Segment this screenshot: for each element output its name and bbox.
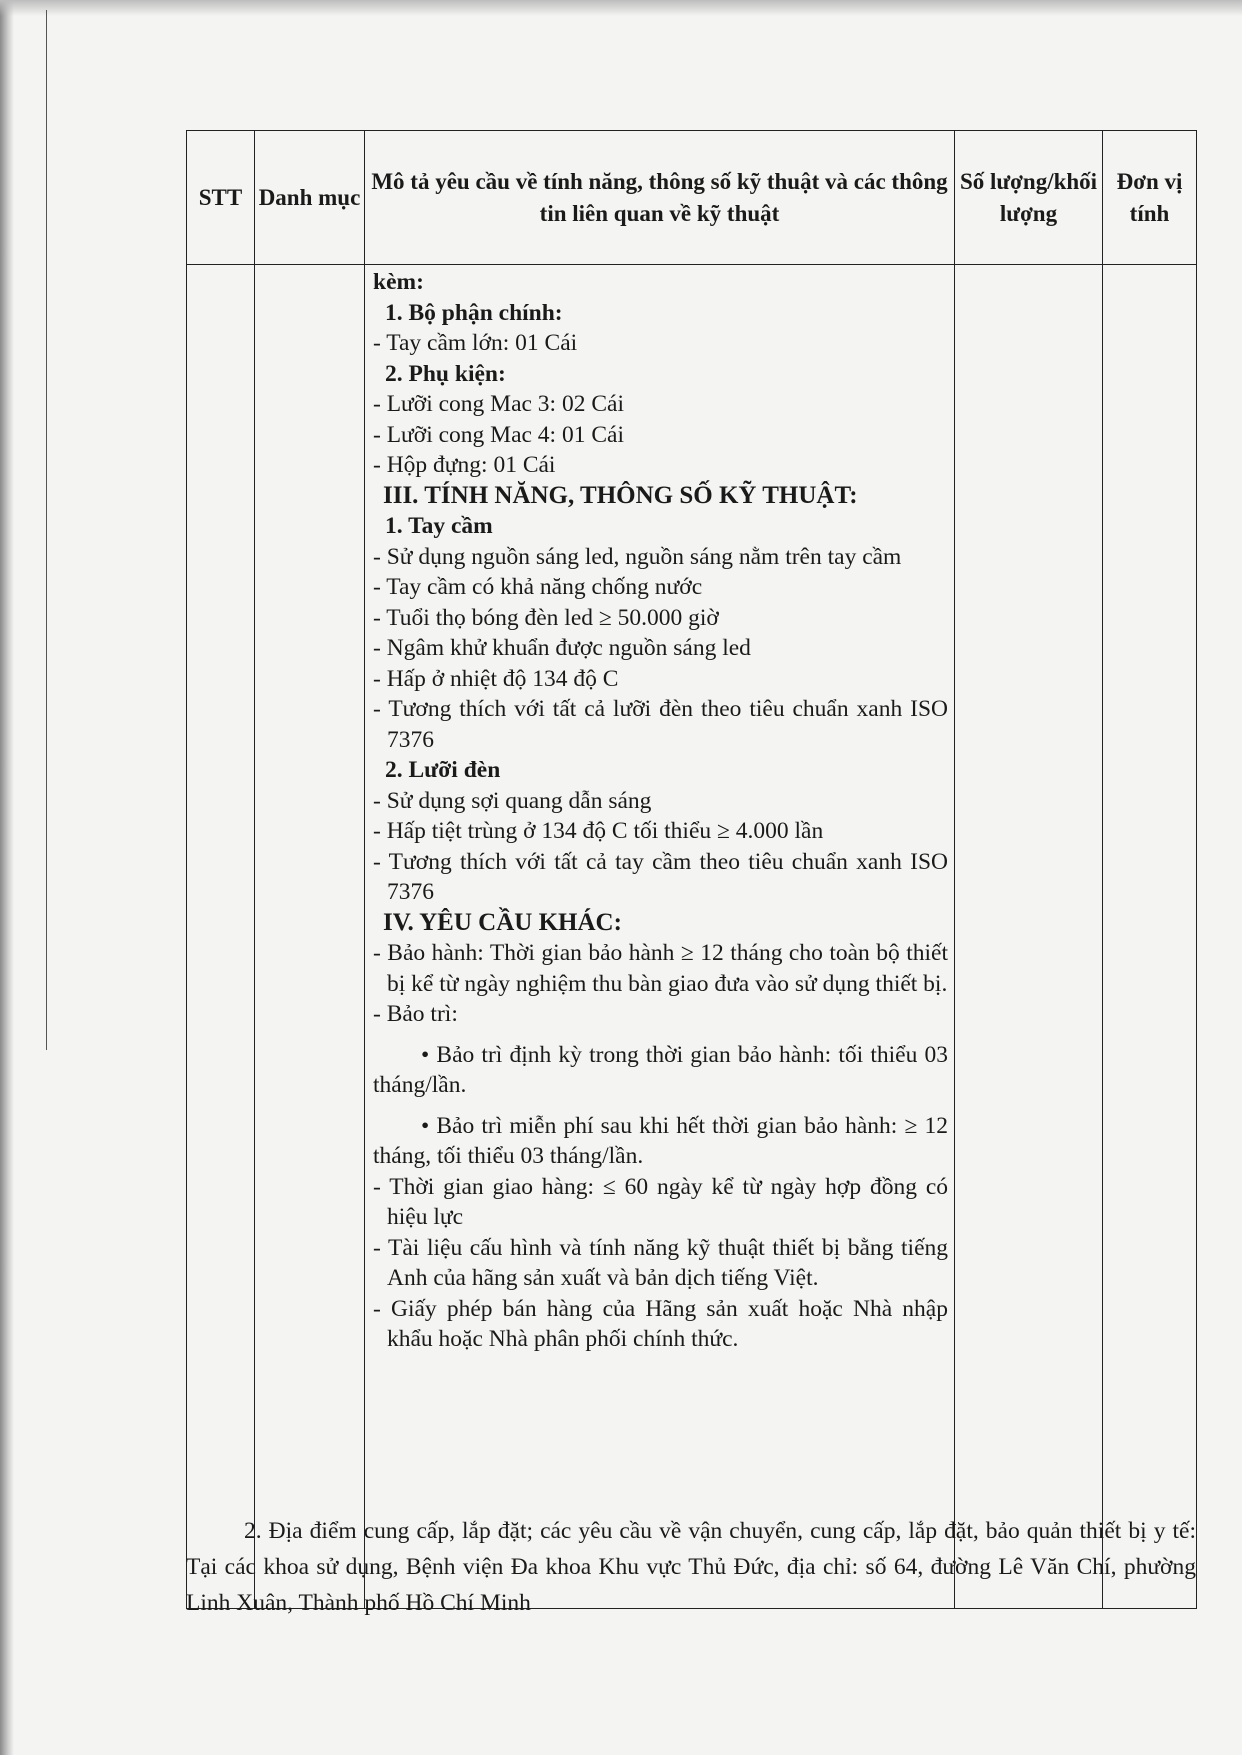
subsection-handle-title: 1. Tay cầm [385, 513, 493, 539]
list-item: - Tài liệu cấu hình và tính năng kỹ thuật thiết bị bằng tiếng Anh của hãng sản xuất và bản dịch tiếng Việt. [373, 1234, 948, 1291]
list-item: - Lưỡi cong Mac 3: 02 Cái [373, 391, 624, 417]
margin-rule [46, 10, 47, 1050]
section-accessories-title: 2. Phụ kiện: [385, 360, 506, 387]
list-item: - Hấp ở nhiệt độ 134 độ C [373, 665, 619, 692]
header-so-luong: Số lượng/khối lượng [955, 131, 1103, 265]
maintenance-bullet: • Bảo trì định kỳ trong thời gian bảo hành: tối thiểu 03 tháng/lần. [373, 1041, 948, 1098]
list-item: - Tay cầm lớn: 01 Cái [373, 330, 578, 356]
list-item: - Lưỡi cong Mac 4: 01 Cái [373, 421, 624, 448]
cell-stt [187, 265, 255, 1609]
subsection-blade-title: 2. Lưỡi đèn [385, 757, 501, 783]
cell-danh-muc [255, 265, 365, 1609]
list-item: - Hộp đựng: 01 Cái [373, 452, 556, 478]
header-don-vi: Đơn vị tính [1103, 131, 1197, 265]
header-stt: STT [187, 131, 255, 265]
maintenance-bullet: • Bảo trì miễn phí sau khi hết thời gian bảo hành: ≥ 12 tháng, tối thiểu 03 tháng/lần. [373, 1112, 948, 1169]
cell-so-luong [955, 265, 1103, 1609]
scan-shadow-left [0, 0, 14, 1755]
list-item: - Sử dụng sợi quang dẫn sáng [373, 787, 652, 814]
header-danh-muc: Danh mục [255, 131, 365, 265]
spec-table [186, 130, 1197, 1609]
list-item: - Sử dụng nguồn sáng led, nguồn sáng nằm trên tay cầm [373, 543, 902, 570]
list-item: - Tuổi thọ bóng đèn led ≥ 50.000 giờ [373, 604, 719, 631]
table-header-row [187, 131, 1197, 265]
list-item: - Tương thích với tất cả lưỡi đèn theo tiêu chuẩn xanh ISO 7376 [373, 696, 948, 753]
warranty-item: - Bảo hành: Thời gian bảo hành ≥ 12 tháng cho toàn bộ thiết bị kể từ ngày nghiệm thu bàn giao đưa vào sử dụng thiết bị. [373, 940, 948, 997]
delivery-location-paragraph: 2. Địa điểm cung cấp, lắp đặt; các yêu cầu về vận chuyển, cung cấp, lắp đặt, bảo quản thiết bị y tế: Tại các khoa sử dụng, Bệnh viện Đa khoa Khu vực Thủ Đức, địa chỉ: số 64, đường Lê Văn Chí, phường Linh Xuân, Thành phố Hồ Chí Minh [186, 1518, 1196, 1616]
section-other-requirements-title: IV. YÊU CẦU KHÁC: [383, 908, 622, 936]
cell-description [365, 265, 955, 1609]
desc-continuation: kèm: [373, 269, 424, 295]
section-main-parts-title: 1. Bộ phận chính: [385, 299, 563, 326]
cell-don-vi [1103, 265, 1197, 1609]
list-item: - Hấp tiệt trùng ở 134 độ C tối thiểu ≥ 4.000 lần [373, 818, 824, 844]
list-item: - Tay cầm có khả năng chống nước [373, 574, 703, 600]
list-item: - Giấy phép bán hàng của Hãng sản xuất hoặc Nhà nhập khẩu hoặc Nhà phân phối chính thức. [373, 1295, 948, 1352]
table-row [187, 265, 1197, 1609]
maintenance-item: - Bảo trì: [373, 1001, 458, 1027]
header-mo-ta: Mô tả yêu cầu về tính năng, thông số kỹ thuật và các thông tin liên quan về kỹ thuật [365, 131, 955, 265]
scan-shadow-top [0, 0, 1242, 16]
list-item: - Thời gian giao hàng: ≤ 60 ngày kể từ ngày hợp đồng có hiệu lực [373, 1173, 948, 1230]
section-specs-title: III. TÍNH NĂNG, THÔNG SỐ KỸ THUẬT: [383, 481, 858, 509]
list-item: - Ngâm khử khuẩn được nguồn sáng led [373, 635, 751, 661]
list-item: - Tương thích với tất cả tay cầm theo tiêu chuẩn xanh ISO 7376 [373, 848, 948, 905]
